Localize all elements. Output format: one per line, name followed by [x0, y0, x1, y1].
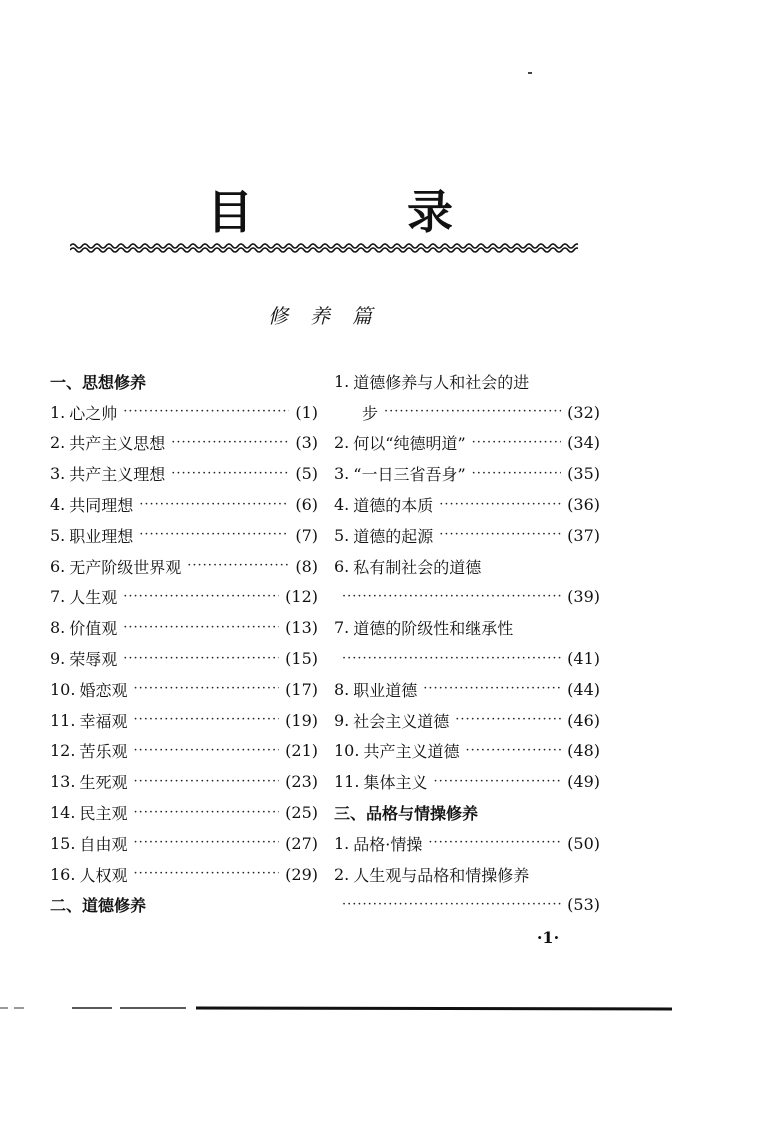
toc-column-right: [334, 366, 600, 920]
toc-entry: [334, 736, 600, 767]
toc-entry-page: (53): [567, 895, 600, 915]
toc-entry: [50, 766, 318, 797]
toc-entry: [334, 859, 600, 890]
toc-entry-page: (7): [295, 525, 318, 545]
toc-section-heading: 三、品格与情操修养: [334, 804, 479, 824]
toc-entry-title: 人生观与品格和情操修养: [353, 865, 530, 885]
toc-entry-title: 集体主义: [363, 773, 428, 793]
toc-entry: [50, 551, 318, 582]
toc-entry-title: 职业道德: [353, 680, 418, 700]
toc-entry-page: (44): [567, 679, 600, 699]
toc-entry: [50, 705, 318, 736]
scan-speck: [528, 72, 532, 74]
toc-entry: [50, 674, 318, 705]
toc-entry: [50, 828, 318, 859]
dot-leader: [342, 897, 561, 913]
toc-entry-number: 6.: [50, 556, 66, 576]
toc-entry-number: 1.: [50, 402, 66, 422]
dot-leader: [171, 435, 289, 451]
dot-leader: [123, 620, 279, 636]
toc-entry-page: (5): [295, 464, 318, 484]
dot-leader: [384, 404, 561, 420]
toc-entry: [334, 520, 600, 551]
dot-leader: [133, 835, 279, 851]
dot-leader: [123, 404, 289, 420]
toc-entry-page: (50): [567, 833, 600, 853]
dot-leader: [342, 651, 561, 667]
dot-leader: [472, 466, 562, 482]
toc-entry-title: 步: [362, 403, 379, 423]
toc-section-heading: 一、思想修养: [50, 372, 147, 392]
toc-entry-page: (6): [295, 495, 318, 515]
dot-leader: [423, 681, 561, 697]
toc-entry-page: (35): [567, 464, 600, 484]
toc-entry-page: (29): [285, 864, 318, 884]
toc-entry-number: 6.: [334, 556, 350, 576]
toc-entry-number: 1.: [334, 371, 350, 391]
dot-leader: [133, 866, 279, 882]
dot-leader: [171, 466, 289, 482]
toc-section-heading: 二、道德修养: [50, 896, 147, 916]
toc-entry: [334, 489, 600, 520]
toc-entry-page: (17): [285, 679, 318, 699]
toc-entry-page: (27): [285, 833, 318, 853]
toc-entry: [50, 612, 318, 643]
toc-entry-title: 婚恋观: [79, 680, 128, 700]
toc-entry-page: (15): [285, 649, 318, 669]
toc-entry: [334, 890, 600, 921]
toc-entry-page: (12): [285, 587, 318, 607]
toc-entry-number: 2.: [334, 864, 350, 884]
toc-entry-number: 12.: [50, 741, 76, 761]
dot-leader: [455, 712, 561, 728]
dot-leader: [133, 774, 279, 790]
toc-entry-number: 2.: [334, 433, 350, 453]
toc-entry-page: (48): [567, 741, 600, 761]
toc-entry-page: (3): [295, 433, 318, 453]
toc-entry-page: (1): [295, 402, 318, 422]
dot-leader: [139, 497, 289, 513]
toc-entry-page: (13): [285, 618, 318, 638]
toc-entry-title: 道德的本质: [353, 496, 434, 516]
toc-entry-number: 4.: [50, 495, 66, 515]
toc-entry-title: “一日三省吾身”: [353, 465, 466, 485]
toc-entry-title: 职业理想: [69, 526, 134, 546]
toc-column-left: [50, 366, 318, 920]
dot-leader: [465, 743, 561, 759]
toc-entry: [50, 736, 318, 767]
toc-entry: [334, 551, 600, 582]
toc-entry: [50, 397, 318, 428]
toc-entry-title: 无产阶级世界观: [69, 557, 182, 577]
toc-entry-number: 7.: [334, 618, 350, 638]
toc-entry-title: 道德修养与人和社会的进: [353, 372, 530, 392]
toc-entry: [334, 428, 600, 459]
toc-entry-title: 道德的阶级性和继承性: [353, 619, 514, 639]
dot-leader: [439, 497, 561, 513]
toc-entry-number: 5.: [50, 525, 66, 545]
toc-entry-title: 幸福观: [79, 711, 128, 731]
toc-entry-page: (37): [567, 525, 600, 545]
toc-entry-title: 道德的起源: [353, 526, 434, 546]
dot-leader: [133, 805, 279, 821]
toc-entry: [334, 458, 600, 489]
toc-entry-page: (49): [567, 772, 600, 792]
toc-entry-number: 11.: [334, 772, 360, 792]
toc-entry: [334, 643, 600, 674]
toc-entry-number: 3.: [334, 464, 350, 484]
page-title: 目 录: [207, 185, 507, 239]
toc-entry-page: (46): [567, 710, 600, 730]
toc-entry: [334, 674, 600, 705]
dot-leader: [472, 435, 562, 451]
toc-entry-title: 民主观: [79, 804, 128, 824]
toc-entry-page: (19): [285, 710, 318, 730]
wavy-divider: [70, 242, 578, 254]
toc-entry-page: (25): [285, 803, 318, 823]
toc-entry: [334, 766, 600, 797]
toc-entry-page: (36): [567, 495, 600, 515]
section-title: 修养篇: [268, 304, 394, 328]
toc-entry-title: 共产主义理想: [69, 465, 166, 485]
toc-entry: [334, 612, 600, 643]
toc-entry: [334, 366, 600, 397]
toc-entry-page: (8): [295, 556, 318, 576]
toc-entry-title: 生死观: [79, 773, 128, 793]
toc-entry-title: 价值观: [69, 619, 118, 639]
dot-leader: [139, 527, 289, 543]
toc-entry-title: 共产主义道德: [363, 742, 460, 762]
toc-entry-title: 人生观: [69, 588, 118, 608]
toc-entry-title: 社会主义道德: [353, 711, 450, 731]
rule-main: [196, 1008, 672, 1009]
toc-entry-number: 2.: [50, 433, 66, 453]
toc-entry-title: 共同理想: [69, 496, 134, 516]
toc-entry-title: 心之帅: [69, 403, 118, 423]
toc-entry: [50, 458, 318, 489]
dot-leader: [187, 558, 289, 574]
dot-leader: [133, 712, 279, 728]
toc-entry: [50, 797, 318, 828]
toc-entry-page: (41): [567, 649, 600, 669]
toc-entry: [334, 582, 600, 613]
dot-leader: [123, 589, 279, 605]
toc-entry-number: 10.: [334, 741, 360, 761]
toc-entry-number: 11.: [50, 710, 76, 730]
toc-entry-title: 苦乐观: [79, 742, 128, 762]
dot-leader: [133, 681, 279, 697]
dot-leader: [133, 743, 279, 759]
toc-entry-page: (39): [567, 587, 600, 607]
dot-leader: [439, 527, 561, 543]
toc-entry-title: 共产主义思想: [69, 434, 166, 454]
toc-entry-number: 15.: [50, 833, 76, 853]
toc-entry: [50, 643, 318, 674]
wavy-line-bottom: [70, 248, 578, 252]
toc-entry: [50, 582, 318, 613]
toc-entry-page: (32): [567, 402, 600, 422]
toc-entry-page: (23): [285, 772, 318, 792]
toc-entry-title: 品格·情操: [353, 834, 423, 854]
toc-entry: [334, 397, 600, 428]
toc-entry-number: 9.: [334, 710, 350, 730]
toc-entry: [334, 705, 600, 736]
dot-leader: [342, 589, 561, 605]
toc-entry-title: 何以“纯德明道”: [353, 434, 466, 454]
toc-entry-title: 荣辱观: [69, 650, 118, 670]
toc-entry-page: (34): [567, 433, 600, 453]
toc-entry-title: 人权观: [79, 865, 128, 885]
toc-entry: [50, 520, 318, 551]
dot-leader: [123, 651, 279, 667]
toc-entry-number: 3.: [50, 464, 66, 484]
dot-leader: [428, 835, 561, 851]
toc-entry-number: 1.: [334, 833, 350, 853]
toc-entry: [50, 489, 318, 520]
toc-entry-number: 10.: [50, 679, 76, 699]
toc-entry-number: 16.: [50, 864, 76, 884]
dot-leader: [433, 774, 561, 790]
toc-entry-title: 私有制社会的道德: [353, 557, 482, 577]
toc-entry-number: 4.: [334, 495, 350, 515]
bottom-rule: [0, 1002, 680, 1016]
toc-entry-number: 8.: [50, 618, 66, 638]
toc-entry: [334, 828, 600, 859]
toc-entry-number: 13.: [50, 772, 76, 792]
toc-entry-number: 7.: [50, 587, 66, 607]
toc-entry: [50, 859, 318, 890]
toc-entry: [50, 428, 318, 459]
toc-entry-number: 9.: [50, 649, 66, 669]
toc-entry-page: (21): [285, 741, 318, 761]
toc-entry-number: 8.: [334, 679, 350, 699]
page-number: ·1·: [536, 928, 560, 947]
toc-entry-title: 自由观: [79, 834, 128, 854]
toc-entry-number: 5.: [334, 525, 350, 545]
toc-entry-number: 14.: [50, 803, 76, 823]
